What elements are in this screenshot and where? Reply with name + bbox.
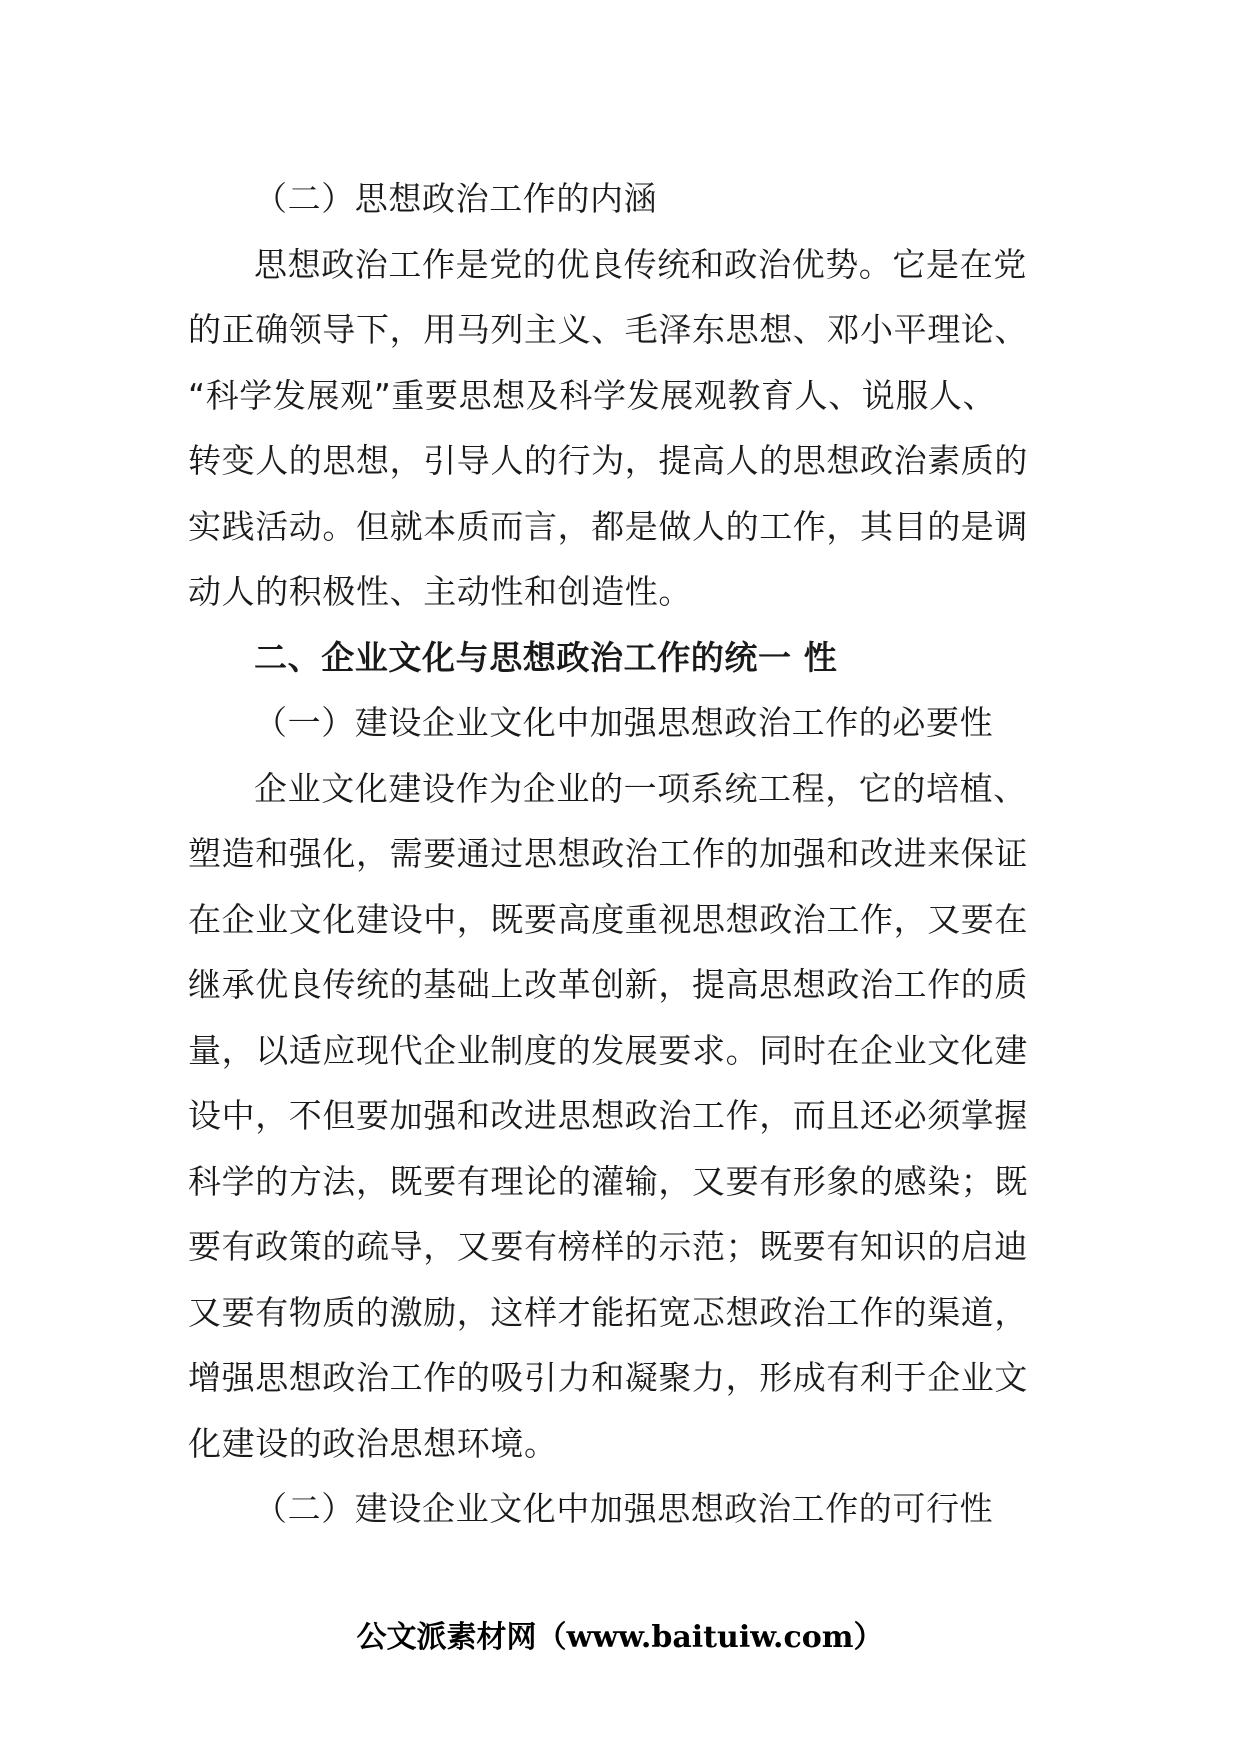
subheading-connotation: （二）思想政治工作的内涵 bbox=[254, 179, 658, 218]
paragraph-line: 转变人的思想，引导人的行为，提高人的思想政治素质的 bbox=[188, 441, 1028, 480]
paragraph-line: 科学的方法，既要有理论的灌输，又要有形象的感染；既 bbox=[188, 1161, 1028, 1201]
subheading-necessity: （一）建设企业文化中加强思想政治工作的必要性 bbox=[254, 703, 994, 742]
paragraph-line: 增强思想政治工作的吸引力和凝聚力，形成有利于企业文 bbox=[188, 1358, 1028, 1397]
paragraph-line: 要有政策的疏导，又要有榜样的示范；既要有知识的启迪 bbox=[188, 1227, 1028, 1266]
paragraph-line: 思想政治工作是党的优良传统和政治优势。它是在党 bbox=[254, 244, 1027, 284]
paragraph-line: 又要有物质的激励，这样才能拓宽忑想政治工作的渠道， bbox=[188, 1292, 1028, 1332]
paragraph-line: 企业文化建设作为企业的一项系统工程，它的培植、 bbox=[254, 768, 1027, 808]
paragraph-line: “科学发展观”重要思想及科学发展观教育人、说服人、 bbox=[188, 375, 997, 415]
section-heading-unity: 二、企业文化与思想政治工作的统一 性 bbox=[254, 637, 838, 677]
paragraph-line: 量，以适应现代企业制度的发展要求。同时在企业文化建 bbox=[188, 1030, 1028, 1070]
paragraph-line: 动人的积极性、主动性和创造性。 bbox=[188, 572, 692, 611]
paragraph-line: 继承优良传统的基础上改革创新，提高思想政治工作的质 bbox=[188, 965, 1028, 1004]
footer-watermark-text: 公文派素材网（www.baituiw.com） bbox=[356, 1620, 884, 1655]
paragraph-line: 塑造和强化，需要通过思想政治工作的加强和改进来保证 bbox=[188, 834, 1028, 873]
paragraph-line: 设中，不但要加强和改进思想政治工作，而且还必须掌握 bbox=[188, 1096, 1028, 1135]
document-body bbox=[188, 166, 1058, 1542]
paragraph-line: 的正确领导下，用马列主义、毛泽东思想、邓小平理论、 bbox=[188, 310, 1028, 349]
paragraph-line: 化建设的政治思想环境。 bbox=[188, 1423, 558, 1463]
subheading-feasibility: （二）建设企业文化中加强思想政治工作的可行性 bbox=[254, 1489, 994, 1528]
paragraph-line: 实践活动。但就本质而言，都是做人的工作，其目的是调 bbox=[188, 506, 1028, 546]
paragraph-line: 在企业文化建设中，既要高度重视思想政治工作，又要在 bbox=[188, 899, 1028, 939]
